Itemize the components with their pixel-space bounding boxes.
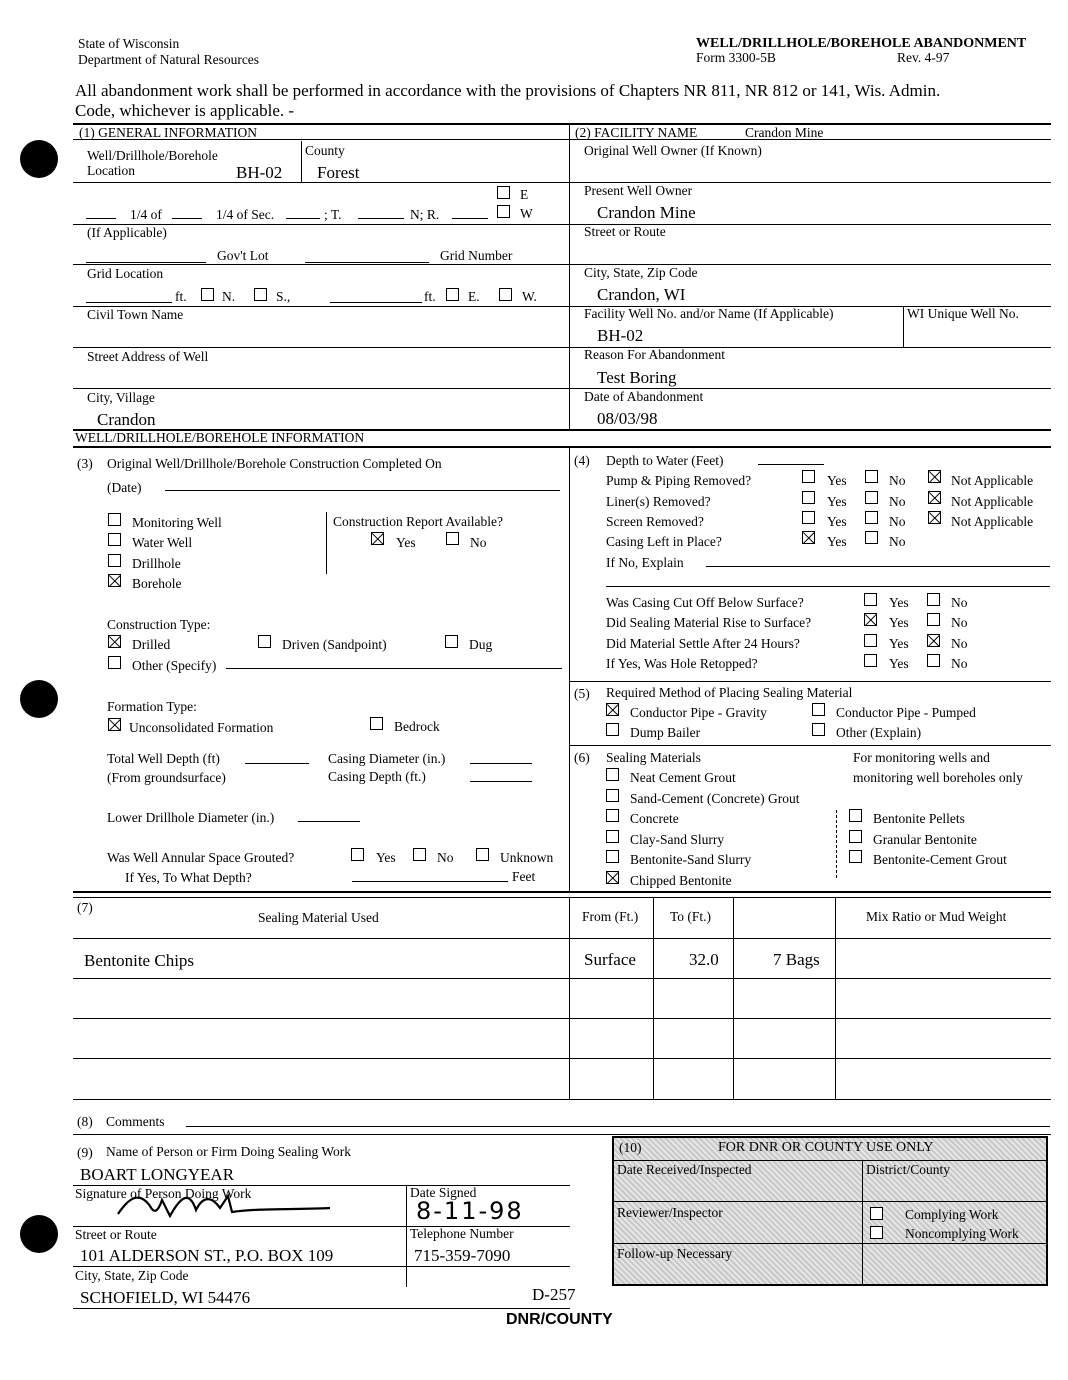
dump-bailer-checkbox[interactable] — [606, 723, 619, 736]
date-received-label: Date Received/Inspected — [617, 1162, 752, 1177]
bentonite-pellets-label: Bentonite Pellets — [873, 811, 965, 826]
form-title: WELL/DRILLHOLE/BOREHOLE ABANDONMENT — [696, 36, 1027, 51]
casing-diameter-label: Casing Diameter (in.) — [328, 751, 446, 766]
chipped-bentonite-checkbox[interactable] — [606, 871, 619, 884]
liner-na-checkbox[interactable] — [928, 491, 941, 504]
pump-no-label: No — [889, 473, 906, 488]
reviewer-label: Reviewer/Inspector — [617, 1205, 723, 1220]
unconsolidated-label: Unconsolidated Formation — [129, 720, 274, 735]
date-signed-value[interactable]: 8-11-98 — [416, 1197, 524, 1225]
casing-cut-yes-label: Yes — [889, 595, 909, 610]
retopped-no-label: No — [951, 656, 968, 671]
other-method-checkbox[interactable] — [812, 723, 825, 736]
screen-na-checkbox[interactable] — [928, 511, 941, 524]
casing-cut-no-checkbox[interactable] — [927, 593, 940, 606]
construction-report-label: Construction Report Available? — [333, 514, 503, 529]
reason-value[interactable]: Test Boring — [597, 368, 677, 387]
section4-number: (4) — [574, 453, 590, 468]
city-state-zip-value-9[interactable]: SCHOFIELD, WI 54476 — [80, 1288, 251, 1307]
grouted-unknown-checkbox[interactable] — [476, 848, 489, 861]
drillhole-checkbox[interactable] — [108, 554, 121, 567]
location-label-2: Location — [87, 163, 135, 178]
city-village-value[interactable]: Crandon — [97, 410, 156, 429]
liner-na-label: Not Applicable — [951, 494, 1034, 509]
sealing-firm-label: Name of Person or Firm Doing Sealing Work — [106, 1144, 352, 1159]
liner-yes-label: Yes — [827, 494, 847, 509]
col-mix-header: Mix Ratio or Mud Weight — [866, 909, 1007, 924]
monitor-note-1: For monitoring wells and — [853, 750, 990, 765]
grid-ft-label-1: ft. — [175, 289, 187, 304]
driven-checkbox[interactable] — [258, 635, 271, 648]
grid-west-label: W. — [522, 289, 537, 304]
section8-number: (8) — [77, 1114, 93, 1129]
material-settle-yes-label: Yes — [889, 636, 909, 651]
casing-cut-label: Was Casing Cut Off Below Surface? — [606, 595, 804, 610]
bentonite-sand-checkbox[interactable] — [606, 850, 619, 863]
screen-yes-label: Yes — [827, 514, 847, 529]
bentonite-cement-label: Bentonite-Cement Grout — [873, 852, 1007, 867]
telephone-label: Telephone Number — [410, 1226, 514, 1241]
retopped-label: If Yes, Was Hole Retopped? — [606, 656, 758, 671]
gravity-checkbox[interactable] — [606, 703, 619, 716]
date-signed-label: Date Signed — [410, 1185, 477, 1200]
county-value[interactable]: Forest — [317, 163, 360, 182]
grouted-label: Was Well Annular Space Grouted? — [107, 850, 295, 865]
from-row-value[interactable]: Surface — [584, 950, 636, 969]
location-value[interactable]: BH-02 — [236, 163, 283, 182]
grid-location-label: Grid Location — [87, 266, 164, 281]
sealing-rise-yes-label: Yes — [889, 615, 909, 630]
complying-label: Complying Work — [905, 1207, 999, 1222]
location-label-1: Well/Drillhole/Borehole — [87, 148, 218, 163]
grout-depth-label: If Yes, To What Depth? — [125, 870, 252, 885]
punch-hole — [20, 1215, 58, 1253]
casing-cut-no-label: No — [951, 595, 968, 610]
telephone-value[interactable]: 715-359-7090 — [414, 1246, 511, 1265]
bedrock-checkbox[interactable] — [370, 717, 383, 730]
district-county-label: District/County — [866, 1162, 950, 1177]
punch-hole — [20, 140, 58, 178]
well-info-heading: WELL/DRILLHOLE/BOREHOLE INFORMATION — [75, 430, 365, 445]
granular-bentonite-checkbox[interactable] — [849, 830, 862, 843]
abandon-date-value[interactable]: 08/03/98 — [597, 409, 658, 428]
quarter-label-1: 1/4 of — [130, 207, 162, 222]
comments-label: Comments — [106, 1114, 165, 1129]
signature-label: Signature of Person Doing Work — [75, 1186, 252, 1201]
monitor-note-2: monitoring well boreholes only — [853, 770, 1023, 785]
grouted-unknown-label: Unknown — [500, 850, 554, 865]
water-well-checkbox[interactable] — [108, 533, 121, 546]
east-label: E — [520, 187, 529, 202]
casing-left-yes-checkbox[interactable] — [802, 531, 815, 544]
grouted-yes-label: Yes — [376, 850, 396, 865]
casing-cut-yes-checkbox[interactable] — [864, 593, 877, 606]
pumped-label: Conductor Pipe - Pumped — [836, 705, 976, 720]
sealing-firm-value[interactable]: BOART LONGYEAR — [80, 1165, 235, 1184]
water-well-label: Water Well — [132, 535, 193, 550]
to-row-value[interactable]: 32.0 — [689, 950, 719, 969]
neat-cement-checkbox[interactable] — [606, 768, 619, 781]
grid-south-label: S., — [276, 289, 291, 304]
section1-heading: (1) GENERAL INFORMATION — [79, 125, 257, 140]
grouted-no-label: No — [437, 850, 454, 865]
township-label: ; T. — [324, 207, 342, 222]
material-row-value[interactable]: Bentonite Chips — [84, 951, 195, 970]
pump-removed-label: Pump & Piping Removed? — [606, 473, 752, 488]
grid-south-checkbox[interactable] — [254, 288, 267, 301]
drillhole-label: Drillhole — [132, 556, 181, 571]
other-type-checkbox[interactable] — [108, 656, 121, 669]
page-code: D-257 — [532, 1285, 576, 1304]
formation-type-label: Formation Type: — [107, 699, 197, 714]
street-route-value-9[interactable]: 101 ALDERSON ST., P.O. BOX 109 — [80, 1246, 334, 1265]
pump-no-checkbox[interactable] — [865, 470, 878, 483]
agency-state: State of Wisconsin — [78, 36, 180, 51]
casing-left-yes-label: Yes — [827, 534, 847, 549]
chipped-bentonite-label: Chipped Bentonite — [630, 873, 732, 888]
grid-west-checkbox[interactable] — [499, 288, 512, 301]
from-ground-label: (From groundsurface) — [107, 770, 226, 785]
monitoring-well-label: Monitoring Well — [132, 515, 222, 530]
placement-method-label: Required Method of Placing Sealing Material — [606, 685, 853, 700]
drilled-label: Drilled — [132, 637, 171, 652]
material-settle-no-label: No — [951, 636, 968, 651]
liner-no-checkbox[interactable] — [865, 491, 878, 504]
city-state-zip-value[interactable]: Crandon, WI — [597, 285, 686, 304]
report-no-checkbox[interactable] — [446, 532, 459, 545]
grouted-no-checkbox[interactable] — [413, 848, 426, 861]
report-no-label: No — [470, 535, 487, 550]
punch-hole — [20, 680, 58, 718]
report-yes-checkbox[interactable] — [371, 532, 384, 545]
grout-feet-label: Feet — [512, 869, 536, 884]
copy-label: DNR/COUNTY — [506, 1311, 613, 1328]
city-state-zip-label: City, State, Zip Code — [584, 265, 698, 280]
col-material-header: Sealing Material Used — [258, 910, 379, 925]
city-village-label: City, Village — [87, 390, 155, 405]
bentonite-cement-checkbox[interactable] — [849, 850, 862, 863]
screen-yes-checkbox[interactable] — [802, 511, 815, 524]
instructions-line1: All abandonment work shall be performed in accordance with the provisions of Chapters NR 811, NR 812 or 141, Wis. Admin. — [75, 81, 941, 100]
pump-yes-checkbox[interactable] — [802, 470, 815, 483]
dump-bailer-label: Dump Bailer — [630, 725, 701, 740]
bentonite-sand-label: Bentonite-Sand Slurry — [630, 852, 752, 867]
screen-removed-label: Screen Removed? — [606, 514, 704, 529]
grid-east-label: E. — [468, 289, 480, 304]
report-yes-label: Yes — [396, 535, 416, 550]
facility-well-value[interactable]: BH-02 — [597, 326, 644, 345]
driven-label: Driven (Sandpoint) — [282, 637, 387, 652]
pumped-checkbox[interactable] — [812, 703, 825, 716]
borehole-checkbox[interactable] — [108, 574, 121, 587]
sealing-rise-no-checkbox[interactable] — [927, 613, 940, 626]
if-no-explain-label: If No, Explain — [606, 555, 684, 570]
civil-town-label: Civil Town Name — [87, 307, 184, 322]
section5-number: (5) — [574, 686, 590, 701]
west-label: W — [520, 206, 533, 221]
material-settle-no-checkbox[interactable] — [927, 634, 940, 647]
casing-left-no-checkbox[interactable] — [865, 531, 878, 544]
material-settle-label: Did Material Settle After 24 Hours? — [606, 636, 800, 651]
monitoring-well-checkbox[interactable] — [108, 513, 121, 526]
material-settle-yes-checkbox[interactable] — [864, 634, 877, 647]
quantity-row-value[interactable]: 7 Bags — [773, 950, 820, 969]
sealing-materials-label: Sealing Materials — [606, 750, 701, 765]
street-address-label: Street Address of Well — [87, 349, 209, 364]
retopped-no-checkbox[interactable] — [927, 654, 940, 667]
section10-number: (10) — [619, 1140, 642, 1155]
gravity-label: Conductor Pipe - Gravity — [630, 705, 767, 720]
other-method-label: Other (Explain) — [836, 725, 922, 740]
dug-label: Dug — [469, 637, 493, 652]
retopped-yes-label: Yes — [889, 656, 909, 671]
west-checkbox[interactable] — [497, 205, 510, 218]
clay-sand-label: Clay-Sand Slurry — [630, 832, 725, 847]
form-revision: Rev. 4-97 — [897, 50, 950, 65]
grouted-yes-checkbox[interactable] — [351, 848, 364, 861]
screen-no-checkbox[interactable] — [865, 511, 878, 524]
grid-north-label: N. — [222, 289, 236, 304]
section9-number: (9) — [77, 1145, 93, 1160]
complying-checkbox[interactable] — [870, 1207, 883, 1220]
agency-dept: Department of Natural Resources — [78, 52, 260, 67]
borehole-label: Borehole — [132, 576, 182, 591]
pump-na-checkbox[interactable] — [928, 470, 941, 483]
grid-east-checkbox[interactable] — [446, 288, 459, 301]
lower-diameter-label: Lower Drillhole Diameter (in.) — [107, 810, 275, 825]
sealing-rise-no-label: No — [951, 615, 968, 630]
col-from-header: From (Ft.) — [582, 909, 639, 924]
range-label: N; R. — [410, 207, 440, 222]
grid-north-checkbox[interactable] — [201, 288, 214, 301]
concrete-checkbox[interactable] — [606, 809, 619, 822]
total-depth-label: Total Well Depth (ft) — [107, 751, 220, 766]
liner-removed-label: Liner(s) Removed? — [606, 494, 711, 509]
construction-type-label: Construction Type: — [107, 617, 211, 632]
abandon-date-label: Date of Abandonment — [584, 389, 704, 404]
concrete-label: Concrete — [630, 811, 679, 826]
grid-ft-label-2: ft. — [424, 289, 436, 304]
pump-na-label: Not Applicable — [951, 473, 1034, 488]
section7-number: (7) — [77, 900, 93, 915]
followup-label: Follow-up Necessary — [617, 1246, 733, 1261]
facility-well-label: Facility Well No. and/or Name (If Applicable) — [584, 306, 834, 321]
noncomplying-label: Noncomplying Work — [905, 1226, 1019, 1241]
govt-lot-label: Gov't Lot — [217, 248, 269, 263]
present-owner-value[interactable]: Crandon Mine — [597, 203, 696, 222]
liner-no-label: No — [889, 494, 906, 509]
dug-checkbox[interactable] — [445, 635, 458, 648]
wi-unique-label: WI Unique Well No. — [907, 306, 1019, 321]
unconsolidated-checkbox[interactable] — [108, 718, 121, 731]
drilled-checkbox[interactable] — [108, 635, 121, 648]
sand-cement-checkbox[interactable] — [606, 789, 619, 802]
section3-number: (3) — [77, 456, 93, 471]
street-route-label-9: Street or Route — [75, 1227, 157, 1242]
quarter-label-2: 1/4 of Sec. — [216, 207, 275, 222]
casing-left-label: Casing Left in Place? — [606, 534, 722, 549]
east-checkbox[interactable] — [497, 186, 510, 199]
reason-label: Reason For Abandonment — [584, 347, 725, 362]
construction-date-label: (Date) — [107, 480, 142, 495]
other-type-label: Other (Specify) — [132, 658, 217, 673]
pump-yes-label: Yes — [827, 473, 847, 488]
screen-no-label: No — [889, 514, 906, 529]
retopped-yes-checkbox[interactable] — [864, 654, 877, 667]
dnr-use-heading: FOR DNR OR COUNTY USE ONLY — [718, 1140, 934, 1155]
granular-bentonite-label: Granular Bentonite — [873, 832, 977, 847]
col-to-header: To (Ft.) — [670, 909, 712, 924]
section6-number: (6) — [574, 750, 590, 765]
screen-na-label: Not Applicable — [951, 514, 1034, 529]
sealing-rise-label: Did Sealing Material Rise to Surface? — [606, 615, 812, 630]
casing-left-no-label: No — [889, 534, 906, 549]
signature-image — [110, 1186, 340, 1222]
grid-number-label: Grid Number — [440, 248, 513, 263]
form-number: Form 3300-5B — [696, 50, 776, 65]
present-owner-label: Present Well Owner — [584, 183, 693, 198]
sealing-rise-yes-checkbox[interactable] — [864, 613, 877, 626]
depth-to-water-label: Depth to Water (Feet) — [606, 453, 724, 468]
street-route-label: Street or Route — [584, 224, 666, 239]
county-label: County — [305, 143, 345, 158]
sand-cement-label: Sand-Cement (Concrete) Grout — [630, 791, 800, 806]
clay-sand-checkbox[interactable] — [606, 830, 619, 843]
facility-name-value: Crandon Mine — [745, 125, 824, 140]
neat-cement-label: Neat Cement Grout — [630, 770, 736, 785]
bedrock-label: Bedrock — [394, 719, 440, 734]
casing-depth-label: Casing Depth (ft.) — [328, 769, 426, 784]
construction-completed-label: Original Well/Drillhole/Borehole Construction Completed On — [107, 456, 442, 471]
section2-heading: (2) FACILITY NAME — [575, 125, 698, 140]
if-applicable-label: (If Applicable) — [87, 225, 167, 240]
bentonite-pellets-checkbox[interactable] — [849, 809, 862, 822]
liner-yes-checkbox[interactable] — [802, 491, 815, 504]
city-state-zip-label-9: City, State, Zip Code — [75, 1268, 189, 1283]
original-owner-label: Original Well Owner (If Known) — [584, 143, 762, 158]
noncomplying-checkbox[interactable] — [870, 1226, 883, 1239]
instructions-line2: Code, whichever is applicable. - — [75, 101, 295, 120]
